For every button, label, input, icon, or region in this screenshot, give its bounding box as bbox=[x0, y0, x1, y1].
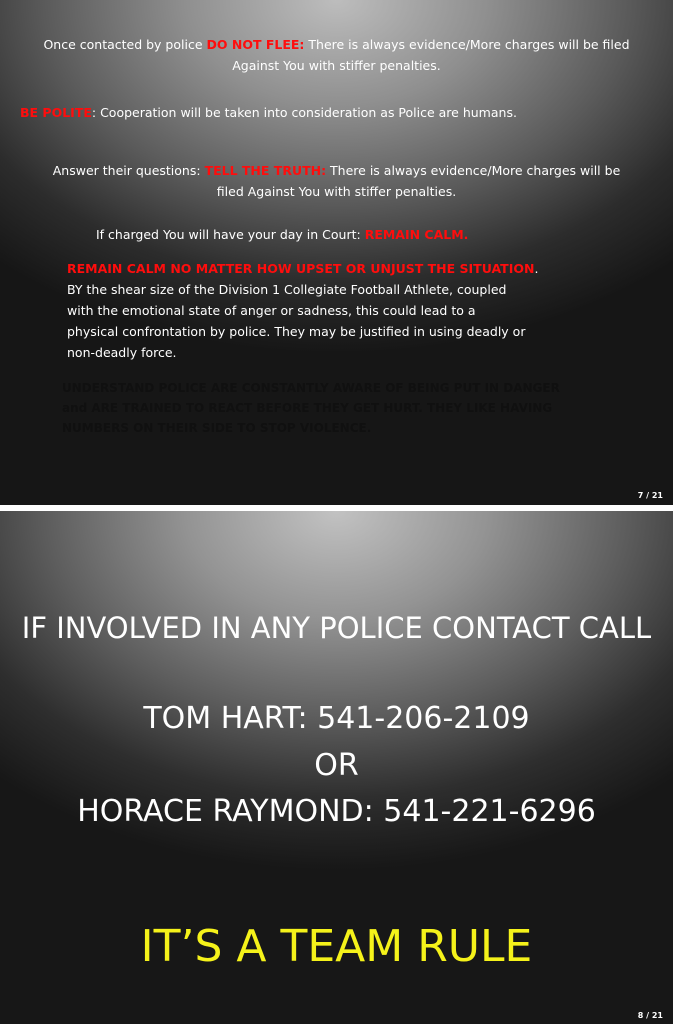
horace-raymond-contact: HORACE RAYMOND: 541-221-6296 bbox=[77, 794, 596, 829]
flee-line-1 bbox=[0, 36, 673, 53]
police-contact-heading: IF INVOLVED IN ANY POLICE CONTACT CALL bbox=[21, 611, 652, 645]
tell-the-truth-highlight: TELL THE TRUTH: bbox=[204, 163, 327, 178]
do-not-flee-highlight: DO NOT FLEE: bbox=[206, 37, 305, 52]
flee-line-2: Against You with stiffer penalties. bbox=[232, 58, 441, 73]
be-polite-highlight: BE POLITE bbox=[20, 105, 92, 120]
flee-text-b: There is always evidence/More charges will be filed bbox=[304, 37, 630, 52]
court-line bbox=[96, 226, 656, 243]
polite-text: : Cooperation will be taken into consideration as Police are humans. bbox=[91, 105, 517, 120]
flee-text-a: Once contacted by police bbox=[43, 37, 207, 52]
court-text: If charged You will have your day in Court: bbox=[96, 227, 365, 242]
remain-calm-heading bbox=[67, 258, 567, 279]
paragraph-line-1: BY the shear size of the Division 1 Collegiate Football Athlete, coupled bbox=[67, 282, 507, 297]
tom-hart-contact: TOM HART: 541-206-2109 bbox=[143, 701, 530, 736]
paragraph-line-4: non-deadly force. bbox=[67, 345, 177, 360]
slide-7 bbox=[0, 0, 673, 505]
truth-text-a: Answer their questions: bbox=[52, 163, 205, 178]
truth-text-b: There is always evidence/More charges will be bbox=[326, 163, 621, 178]
polite-line bbox=[20, 104, 580, 121]
remain-calm-no-matter-highlight: REMAIN CALM NO MATTER HOW UPSET OR UNJUST THE SITUATION bbox=[67, 261, 535, 276]
team-rule-text: IT’S A TEAM RULE bbox=[140, 921, 533, 972]
understand-line-2: and ARE TRAINED TO REACT BEFORE THEY GET HURT. THEY LIKE HAVING bbox=[62, 401, 553, 415]
paragraph-line-3: physical confrontation by police. They may be justified in using deadly or bbox=[67, 324, 526, 339]
remain-calm-paragraph bbox=[67, 258, 567, 363]
truth-line-2: filed Against You with stiffer penalties. bbox=[216, 184, 457, 199]
or-separator-text: OR bbox=[314, 748, 359, 783]
remain-calm-highlight: REMAIN CALM. bbox=[364, 227, 469, 242]
truth-line-1 bbox=[0, 162, 673, 179]
understand-line-1: UNDERSTAND POLICE ARE CONSTANTLY AWARE OF BEING PUT IN DANGER bbox=[62, 381, 560, 395]
heading-period: . bbox=[534, 261, 539, 276]
page-number-7: 7 / 21 bbox=[637, 491, 663, 500]
slide-8 bbox=[0, 511, 673, 1024]
understand-police-paragraph bbox=[62, 378, 622, 438]
page-number-8: 8 / 21 bbox=[637, 1011, 663, 1020]
understand-line-3: NUMBERS ON THEIR SIDE TO STOP VIOLENCE. bbox=[62, 421, 372, 435]
paragraph-line-2: with the emotional state of anger or sadness, this could lead to a bbox=[67, 303, 476, 318]
